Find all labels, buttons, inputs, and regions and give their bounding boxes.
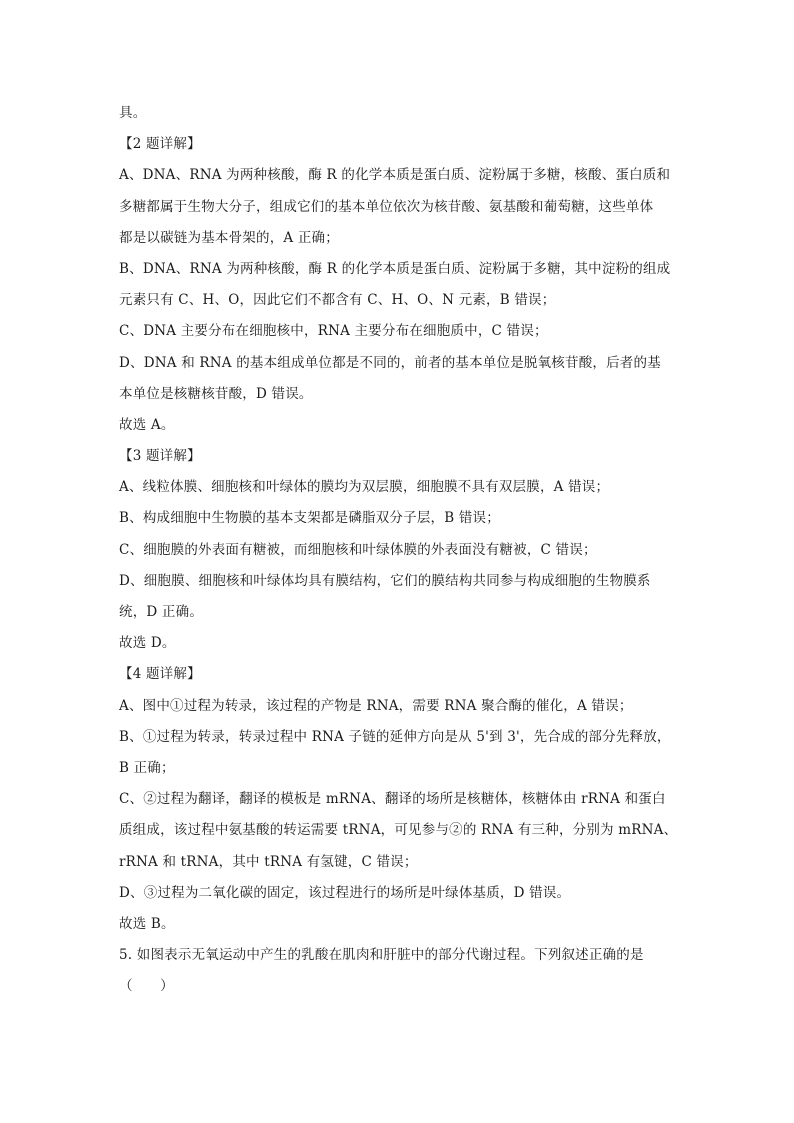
text-line: A、线粒体膜、细胞核和叶绿体的膜均为双层膜，细胞膜不具有双层膜，A 错误； — [119, 479, 610, 496]
section-heading: 【3 题详解】 — [119, 448, 201, 465]
answer-blank: （ ） — [119, 978, 174, 995]
question-text: 5. 如图表示无氧运动中产生的乳酸在肌肉和肝脏中的部分代谢过程。下列叙述正确的是 — [119, 947, 644, 964]
text-line: B 正确； — [119, 759, 175, 776]
text-line: 多糖都属于生物大分子，组成它们的基本单位依次为核苷酸、氨基酸和葡萄糖，这些单体 — [119, 198, 654, 215]
text-line: 具。 — [119, 105, 147, 121]
text-line: 本单位是核糖核苷酸，D 错误。 — [119, 385, 313, 402]
document-page — [119, 98, 679, 1002]
answer-line: 故选 B。 — [119, 915, 175, 932]
text-line: B、①过程为转录，转录过程中 RNA 子链的延伸方向是从 5'到 3'，先合成的部分先释放， — [119, 728, 671, 745]
text-line: 统，D 正确。 — [119, 604, 204, 620]
text-line: 都是以碳链为基本骨架的，A 正确； — [119, 229, 339, 246]
text-line: C、细胞膜的外表面有糖被，而细胞核和叶绿体膜的外表面没有糖被，C 错误； — [119, 541, 597, 558]
section-heading: 【2 题详解】 — [119, 136, 201, 153]
text-line: 质组成，该过程中氨基酸的转运需要 tRNA，可见参与②的 RNA 有三种，分别为 mRNA、 — [119, 822, 678, 839]
text-line: A、DNA、RNA 为两种核酸，酶 R 的化学本质是蛋白质、淀粉属于多糖，核酸、蛋白质和 — [119, 167, 671, 184]
text-line: D、③过程为二氧化碳的固定，该过程进行的场所是叶绿体基质，D 错误。 — [119, 884, 571, 901]
text-line: C、②过程为翻译，翻译的模板是 mRNA、翻译的场所是核糖体，核糖体由 rRNA 和蛋白 — [119, 791, 666, 808]
text-line: B、DNA、RNA 为两种核酸，酶 R 的化学本质是蛋白质、淀粉属于多糖，其中淀粉的组成 — [119, 260, 671, 277]
text-line: A、图中①过程为转录，该过程的产物是 RNA，需要 RNA 聚合酶的催化，A 错误； — [119, 697, 633, 714]
section-heading: 【4 题详解】 — [119, 666, 201, 683]
text-line: D、细胞膜、细胞核和叶绿体均具有膜结构，它们的膜结构共同参与构成细胞的生物膜系 — [119, 572, 651, 589]
answer-line: 故选 A。 — [119, 416, 175, 433]
text-line: 元素只有 C、H、O，因此它们不都含有 C、H、O、N 元素，B 错误； — [119, 292, 556, 309]
text-line: rRNA 和 tRNA，其中 tRNA 有氢键，C 错误； — [119, 853, 418, 870]
answer-line: 故选 D。 — [119, 635, 176, 652]
text-line: C、DNA 主要分布在细胞核中，RNA 主要分布在细胞质中，C 错误； — [119, 323, 548, 340]
text-line: D、DNA 和 RNA 的基本组成单位都是不同的，前者的基本单位是脱氧核苷酸，后者的基 — [119, 354, 661, 371]
text-line: B、构成细胞中生物膜的基本支架都是磷脂双分子层，B 错误； — [119, 510, 500, 527]
